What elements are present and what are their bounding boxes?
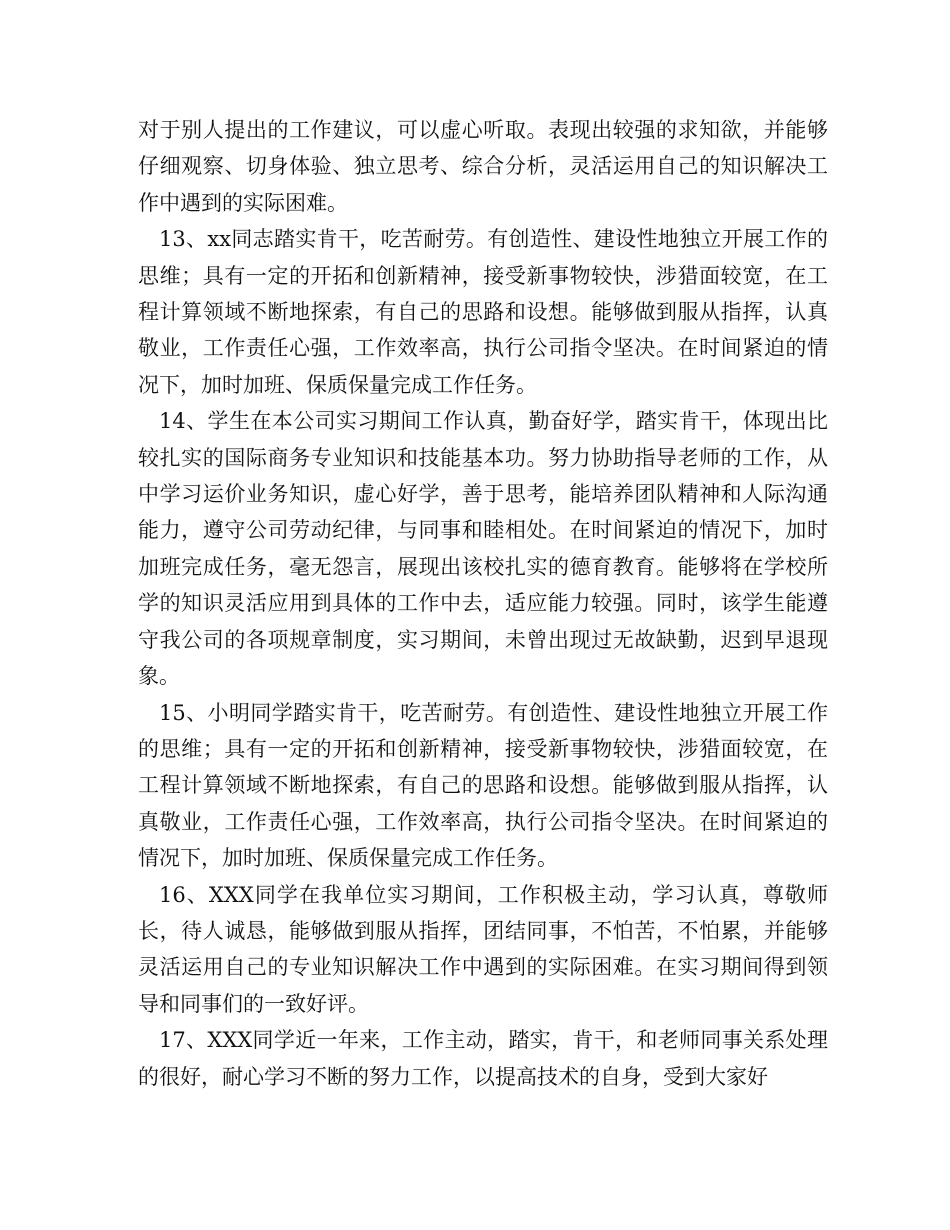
document-body xyxy=(138,112,828,1095)
paragraph-continued-intro: 对于别人提出的工作建议，可以虚心听取。表现出较强的求知欲，并能够仔细观察、切身体验、独立思考、综合分析，灵活运用自己的知识解决工作中遇到的实际困难。 xyxy=(138,118,828,215)
paragraph-item-15: 15、小明同学踏实肯干，吃苦耐劳。有创造性、建设性地独立开展工作的思维；具有一定的开拓和创新精神，接受新事物较快，涉猎面较宽，在工程计算领域不断地探索，有自己的思路和设想。能够做到服从指挥，认真敬业，工作责任心强，工作效率高，执行公司指令坚决。在时间紧迫的情况下，加时加班、保质保量完成工作任务。 xyxy=(138,700,828,871)
paragraph-item-17: 17、XXX同学近一年来，工作主动，踏实，肯干，和老师同事关系处理的很好，耐心学习不断的努力工作，以提高技术的自身，受到大家好 xyxy=(138,1028,828,1089)
paragraph-item-16: 16、XXX同学在我单位实习期间，工作积极主动，学习认真，尊敬师长，待人诚恳，能够做到服从指挥，团结同事，不怕苦，不怕累，并能够灵活运用自己的专业知识解决工作中遇到的实际困难。在实习期间得到领导和同事们的一致好评。 xyxy=(138,882,828,1016)
paragraph-item-13: 13、xx同志踏实肯干，吃苦耐劳。有创造性、建设性地独立开展工作的思维；具有一定的开拓和创新精神，接受新事物较快，涉猎面较宽，在工程计算领域不断地探索，有自己的思路和设想。能够做到服从指挥，认真敬业，工作责任心强，工作效率高，执行公司指令坚决。在时间紧迫的情况下，加时加班、保质保量完成工作任务。 xyxy=(138,227,828,397)
paragraph-item-14: 14、学生在本公司实习期间工作认真，勤奋好学，踏实肯干，体现出比较扎实的国际商务专业知识和技能基本功。努力协助指导老师的工作，从中学习运价业务知识，虚心好学，善于思考，能培养团队精神和人际沟通能力，遵守公司劳动纪律，与同事和睦相处。在时间紧迫的情况下，加时加班完成任务，毫无怨言，展现出该校扎实的德育教育。能够将在学校所学的知识灵活应用到具体的工作中去，适应能力较强。同时，该学生能遵守我公司的各项规章制度，实习期间，未曾出现过无故缺勤，迟到早退现象。 xyxy=(138,409,828,689)
